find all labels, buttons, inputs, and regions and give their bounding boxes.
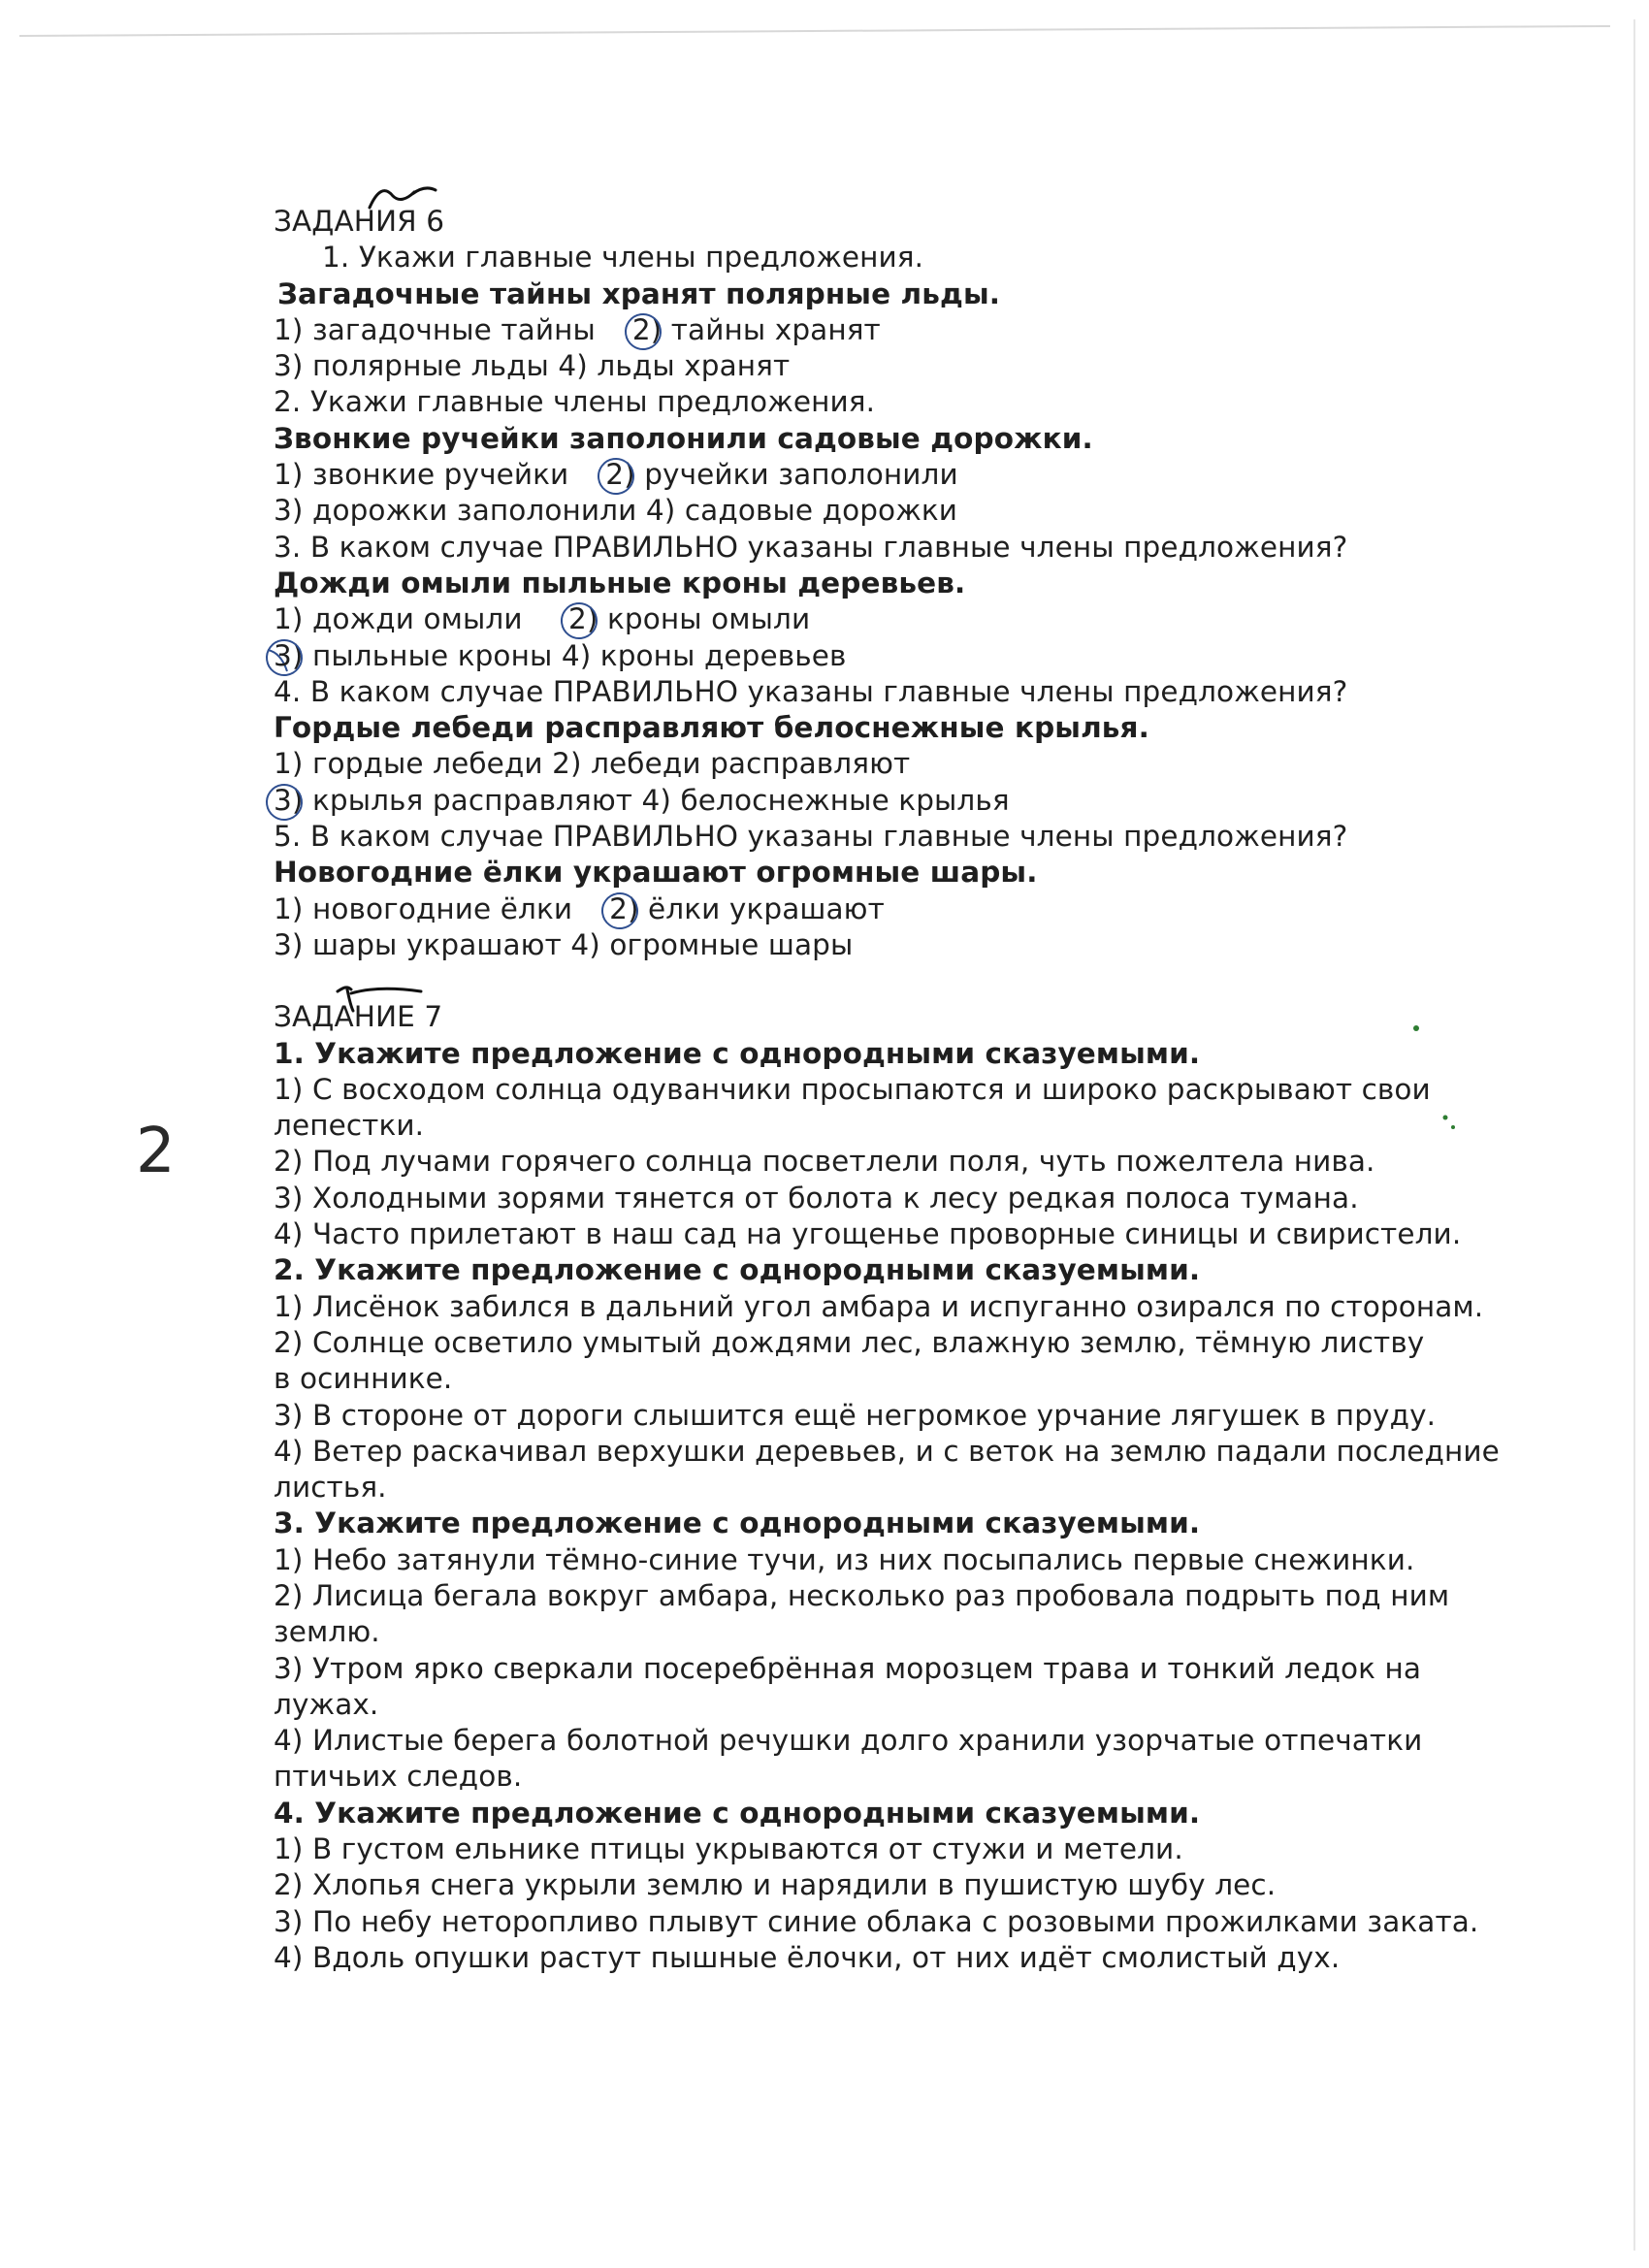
task7-q1-prompt: 1. Укажите предложение с однородными сказуемыми.: [274, 1036, 1201, 1070]
task7-q3-prompt: 3. Укажите предложение с однородными сказуемыми.: [274, 1507, 1201, 1540]
task7-q1-option4[interactable]: 4) Часто прилетают в наш сад на угощенье проворные синицы и свиристели.: [274, 1217, 1462, 1251]
task6-q2-options-row2[interactable]: 3) дорожки заполонили 4) садовые дорожки: [274, 494, 958, 528]
task7-q2-option4[interactable]: 4) Ветер раскачивал верхушки деревьев, и с веток на землю падали последние листья.: [274, 1434, 1500, 1505]
task7-q2-option1[interactable]: 1) Лисёнок забился в дальний угол амбара и испуганно озирался по сторонам.: [274, 1289, 1484, 1323]
task6-q4-options-row1[interactable]: 1) гордые лебеди 2) лебеди расправляют: [274, 747, 911, 781]
task7-q3-option2[interactable]: 2) Лисица бегала вокруг амбара, несколько раз пробовала подрыть под ним землю.: [274, 1578, 1450, 1649]
task7-q4-option1[interactable]: 1) В густом ельнике птицы укрываются от стужи и метели.: [274, 1832, 1183, 1866]
worksheet-content: [274, 204, 1535, 1976]
task6-q5-option2-text: ёлки украшают: [638, 891, 885, 925]
scan-edge-right: [1633, 19, 1635, 2251]
task6-q3-option3-text: пыльные кроны 4) кроны деревьев: [303, 638, 847, 672]
task7-q4-prompt: 4. Укажите предложение с однородными сказуемыми.: [274, 1796, 1201, 1830]
task7-q4-option2[interactable]: 2) Хлопья снега укрыли землю и нарядили в пушистую шубу лес.: [274, 1868, 1277, 1902]
task7-q2-prompt: 2. Укажите предложение с однородными сказуемыми.: [274, 1253, 1201, 1287]
task7-title: ЗАДАНИЕ 7: [274, 1000, 443, 1034]
task6-q3-options-row2: [274, 638, 1535, 674]
task7-q4-option3[interactable]: 3) По небу неторопливо плывут синие облака с розовыми прожилками заката.: [274, 1904, 1479, 1938]
task6-q3-sentence: Дожди омыли пыльные кроны деревьев.: [274, 566, 966, 599]
task7-q3-option1[interactable]: 1) Небо затянули тёмно-синие тучи, из них посыпались первые снежинки.: [274, 1542, 1415, 1576]
task6-q1-prompt: 1. Укажи главные члены предложения.: [322, 241, 924, 275]
scan-edge: [19, 25, 1610, 37]
task6-q3-option2-marker[interactable]: 2): [568, 601, 598, 637]
section-gap: [274, 963, 1535, 999]
task6-q4-options-row2: [274, 783, 1535, 819]
task6-q2-option1[interactable]: 1) звонкие ручейки: [274, 458, 569, 492]
task6-q3-option1[interactable]: 1) дожди омыли: [274, 602, 523, 636]
task6-q1-option2-marker[interactable]: 2): [632, 312, 662, 348]
task6-q5-option1[interactable]: 1) новогодние ёлки: [274, 891, 573, 925]
task7-q1-option1[interactable]: 1) С восходом солнца одуванчики просыпаются и широко раскрывают свои лепестки.: [274, 1072, 1431, 1143]
task6-q2-options-row1: [274, 457, 1535, 493]
task6-q3-options-row1: [274, 601, 1535, 637]
task6-q5-sentence: Новогодние ёлки украшают огромные шары.: [274, 856, 1038, 890]
task6-q4-sentence: Гордые лебеди расправляют белоснежные крылья.: [274, 711, 1149, 745]
task6-q2-option2-text: ручейки заполонили: [634, 458, 958, 492]
task7-q3-option4[interactable]: 4) Илистые берега болотной речушки долго хранили узорчатые отпечатки птичьих следов.: [274, 1724, 1423, 1794]
task6-q5-options-row1: [274, 891, 1535, 927]
task6-q3-option2-text: кроны омыли: [598, 602, 811, 636]
task6-q4-option3-text: крылья расправляют 4) белоснежные крылья: [303, 783, 1010, 817]
task6-q1-options-row2[interactable]: 3) полярные льды 4) льды хранят: [274, 349, 791, 383]
task7-q4-option4[interactable]: 4) Вдоль опушки растут пышные ёлочки, от них идёт смолистый дух.: [274, 1940, 1341, 1974]
task6-q3-prompt: 3. В каком случае ПРАВИЛЬНО указаны главные члены предложения?: [274, 530, 1348, 564]
task6-q5-prompt: 5. В каком случае ПРАВИЛЬНО указаны главные члены предложения?: [274, 820, 1348, 854]
task6-q5-option2-marker[interactable]: 2): [609, 891, 638, 927]
task7-q1-option2[interactable]: 2) Под лучами горячего солнца посветлели поля, чуть пожелтела нива.: [274, 1145, 1375, 1179]
task6-q5-options-row2[interactable]: 3) шары украшают 4) огромные шары: [274, 927, 854, 961]
task6-q4-option3-marker[interactable]: 3): [274, 783, 303, 819]
task6-title: ЗАДАНИЯ 6: [274, 205, 445, 238]
task6-q1-option1[interactable]: 1) загадочные тайны: [274, 312, 596, 346]
task6-q2-prompt: 2. Укажи главные члены предложения.: [274, 385, 876, 419]
task7-q2-option2[interactable]: 2) Солнце осветило умытый дождями лес, влажную землю, тёмную листву в осиннике.: [274, 1325, 1425, 1396]
task6-q1-options-row1: [274, 312, 1535, 348]
task7-q3-option3[interactable]: 3) Утром ярко сверкали посеребрённая морозцем трава и тонкий ледок на лужах.: [274, 1651, 1422, 1721]
task6-q1-option2-text: тайны хранят: [662, 312, 881, 346]
task7-q2-option3[interactable]: 3) В стороне от дороги слышится ещё негромкое урчание лягушек в пруду.: [274, 1398, 1437, 1432]
task6-q3-option3-marker[interactable]: 3): [274, 638, 303, 674]
task6-q2-sentence: Звонкие ручейки заполонили садовые дорожки.: [274, 421, 1093, 455]
task6-q2-option2-marker[interactable]: 2): [605, 457, 634, 493]
margin-page-number: 2: [136, 1116, 176, 1187]
task6-q1-sentence: Загадочные тайны хранят полярные льды.: [277, 276, 1001, 310]
task7-q1-option3[interactable]: 3) Холодными зорями тянется от болота к лесу редкая полоса тумана.: [274, 1181, 1359, 1215]
task6-q4-prompt: 4. В каком случае ПРАВИЛЬНО указаны главные члены предложения?: [274, 674, 1348, 708]
